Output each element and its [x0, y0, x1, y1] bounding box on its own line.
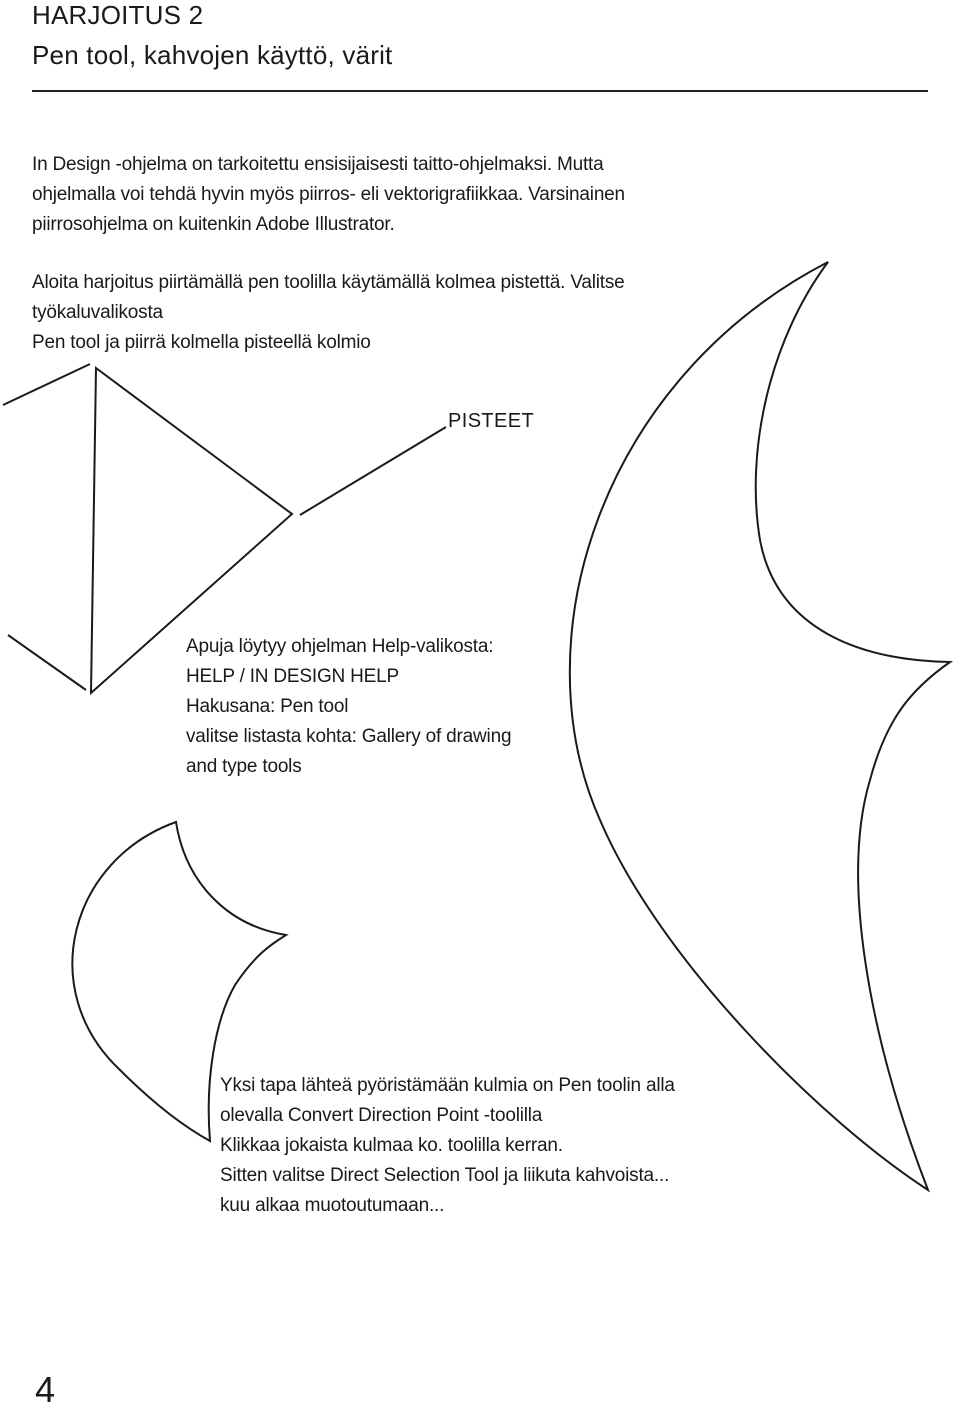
help-paragraph [186, 632, 511, 782]
help-line: valitse listasta kohta: Gallery of drawing [186, 726, 512, 747]
instruction-line: työkaluvalikosta [32, 302, 163, 323]
tip-line: Sitten valitse Direct Selection Tool ja liikuta kahvoista... [220, 1165, 670, 1186]
help-line: Hakusana: Pen tool [186, 696, 349, 717]
intro-line: In Design -ohjelma on tarkoitettu ensisijaisesti taitto-ohjelmaksi. Mutta [32, 154, 604, 175]
intro-line: piirrosohjelma on kuitenkin Adobe Illustrator. [32, 214, 395, 235]
help-line: HELP / IN DESIGN HELP [186, 666, 399, 687]
tip-paragraph [220, 1071, 675, 1221]
help-line: and type tools [186, 756, 302, 777]
page-number: 4 [35, 1369, 56, 1410]
pointer-line-right [300, 427, 446, 515]
instruction-line: Pen tool ja piirrä kolmella pisteellä kolmio [32, 332, 371, 353]
tip-line: Klikkaa jokaista kulmaa ko. toolilla kerran. [220, 1135, 563, 1156]
intro-line: ohjelmalla voi tehdä hyvin myös piirros- eli vektorigrafiikkaa. Varsinainen [32, 184, 625, 205]
tip-line: Yksi tapa lähteä pyöristämään kulmia on Pen toolin alla [220, 1075, 675, 1096]
instruction-line: Aloita harjoitus piirtämällä pen toolilla käytämällä kolmea pistettä. Valitse [32, 272, 625, 293]
pointer-line-bottom [8, 635, 86, 690]
help-line: Apuja löytyy ohjelman Help-valikosta: [186, 636, 494, 657]
page-title: HARJOITUS 2 [32, 0, 204, 30]
pointer-line-top [3, 364, 90, 405]
page-subtitle: Pen tool, kahvojen käyttö, värit [32, 40, 393, 70]
points-label: PISTEET [448, 410, 535, 432]
large-crescent-shape [570, 262, 950, 1190]
tip-line: olevalla Convert Direction Point -toolilla [220, 1105, 543, 1126]
tip-line: kuu alkaa muotoutumaan... [220, 1195, 445, 1216]
